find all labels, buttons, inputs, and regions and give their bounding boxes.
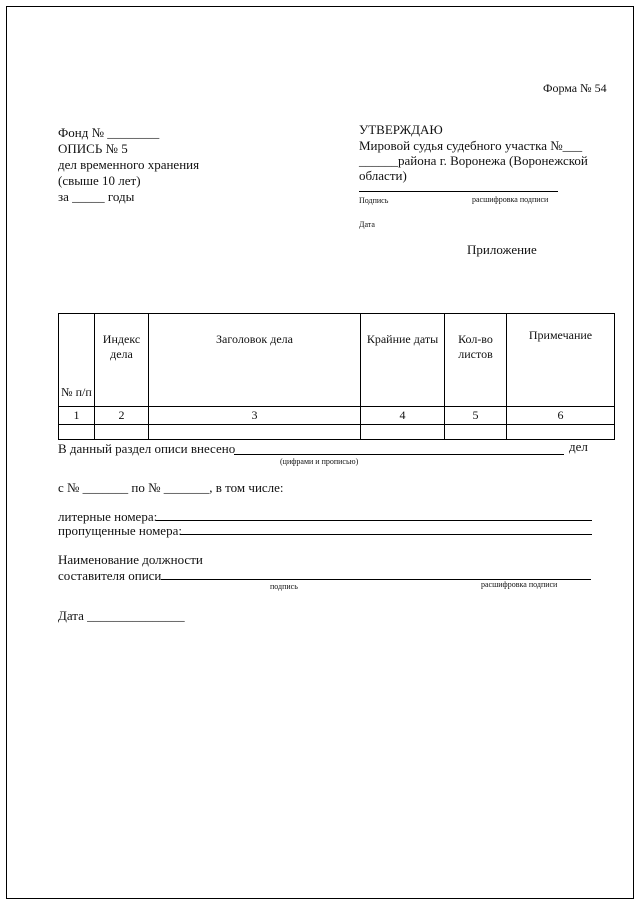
opis-number: ОПИСЬ № 5	[58, 141, 128, 156]
entered-hint: (цифрами и прописью)	[280, 457, 359, 466]
range-text: с № _______ по № _______, в том числе:	[58, 480, 284, 495]
header-case-title: Заголовок дела	[149, 314, 361, 407]
column-number-6: 6	[507, 407, 615, 425]
blank-cell	[361, 425, 445, 440]
compiler-label: составителя описи	[58, 568, 162, 583]
approve-line-4: области)	[359, 168, 407, 183]
letter-numbers-label: литерные номера:	[58, 509, 158, 524]
header-case-index: Индекс дела	[95, 314, 149, 407]
header-note: Примечание	[507, 314, 615, 407]
missing-numbers-label: пропущенные номера:	[58, 523, 182, 538]
appendix-label: Приложение	[467, 242, 537, 257]
column-number-5: 5	[445, 407, 507, 425]
table-blank-row	[59, 425, 615, 440]
signature-decode-label: расшифровка подписи	[472, 195, 549, 204]
approve-line-2: Мировой судья судебного участка №___	[359, 138, 583, 153]
column-number-2: 2	[95, 407, 149, 425]
blank-cell	[445, 425, 507, 440]
entered-line	[234, 454, 564, 455]
storage-type: дел временного хранения	[58, 157, 200, 172]
signature-line	[359, 191, 558, 192]
approve-date-label: Дата	[359, 220, 375, 229]
letter-numbers-line	[156, 520, 592, 521]
form-number: Форма № 54	[543, 81, 607, 95]
blank-cell	[149, 425, 361, 440]
compiler-date: Дата _______________	[58, 608, 185, 623]
years-line: за _____ годы	[58, 189, 135, 204]
storage-period: (свыше 10 лет)	[58, 173, 141, 188]
blank-cell	[95, 425, 149, 440]
entered-suffix: дел	[569, 439, 588, 454]
blank-cell	[59, 425, 95, 440]
fond-number: Фонд № ________	[58, 125, 160, 140]
approve-title: УТВЕРЖДАЮ	[359, 122, 443, 137]
table-number-row	[59, 407, 615, 425]
compiler-signature-hint: подпись	[270, 582, 298, 591]
blank-cell	[507, 425, 615, 440]
column-number-4: 4	[361, 407, 445, 425]
signature-label: Подпись	[359, 196, 389, 205]
column-number-3: 3	[149, 407, 361, 425]
header-sheet-count: Кол-во листов	[445, 314, 507, 407]
approve-line-3: ______района г. Воронежа (Воронежской	[359, 153, 588, 168]
compiler-decode-hint: расшифровка подписи	[481, 580, 558, 589]
header-row-number: № п/п	[59, 314, 95, 407]
column-number-1: 1	[59, 407, 95, 425]
table-header-row	[59, 314, 615, 407]
header-dates: Крайние даты	[361, 314, 445, 407]
missing-numbers-line	[180, 534, 592, 535]
entered-label: В данный раздел описи внесено	[58, 441, 236, 456]
inventory-table	[58, 313, 615, 440]
position-label: Наименование должности	[58, 552, 203, 567]
